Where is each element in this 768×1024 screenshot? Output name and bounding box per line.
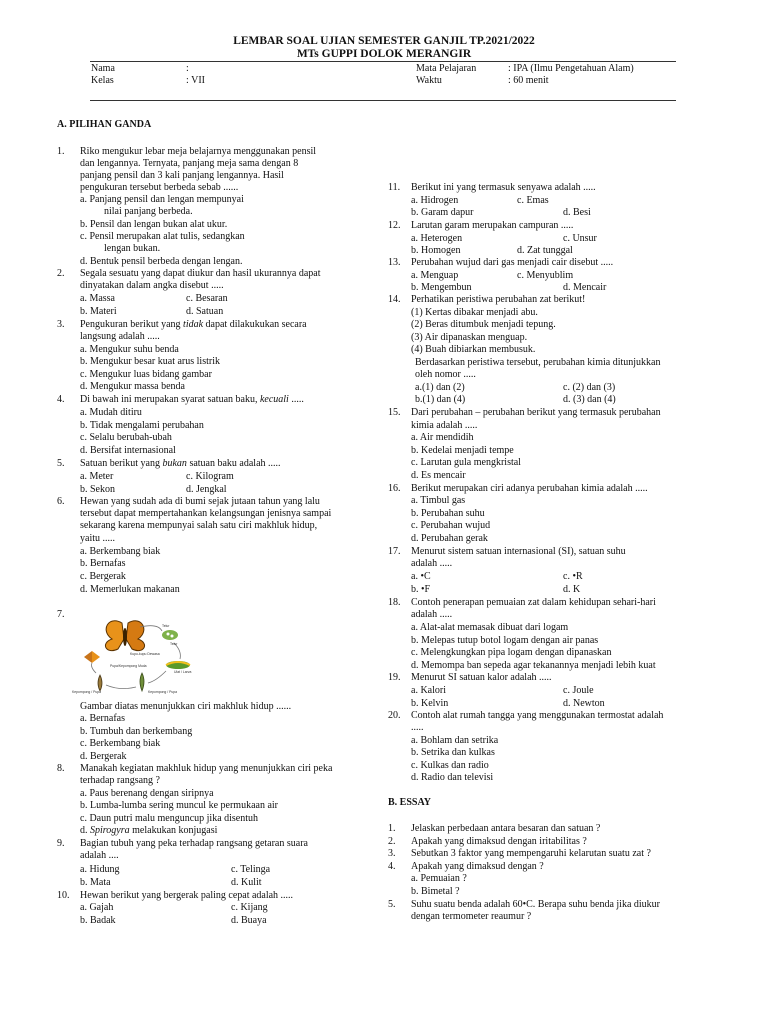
q2-option-d: d. Satuan — [186, 306, 224, 317]
q4-option-c: c. Selalu berubah-ubah — [80, 432, 172, 443]
q2-text: dinyatakan dalam angka disebut ..... — [80, 280, 224, 291]
q12-option-a: a. Heterogen — [411, 233, 463, 244]
q11-option-c: c. Emas — [517, 195, 549, 206]
essay-4-number: 4. — [388, 861, 396, 872]
q16-option-c: c. Perubahan wujud — [411, 520, 491, 531]
q17-text: Menurut sistem satuan internasional (SI), satuan suhu — [411, 546, 626, 557]
q20-option-c: c. Kulkas dan radio — [411, 760, 489, 771]
small-butterfly-icon — [84, 651, 100, 663]
q15-option-b: b. Kedelai menjadi tempe — [411, 445, 514, 456]
essay-5-text: dengan termometer reaumur ? — [411, 911, 532, 922]
waktu-value: : 60 menit — [508, 75, 549, 86]
q17-text: adalah ..... — [411, 558, 453, 569]
q5-option-c: c. Kilogram — [186, 471, 234, 482]
q4-number: 4. — [57, 394, 65, 405]
q8-option-b: b. Lumba-lumba sering muncul ke permukaan air — [80, 800, 278, 811]
q8-number: 8. — [57, 763, 65, 774]
q6-option-c: c. Bergerak — [80, 571, 126, 582]
q20-text: Contoh alat rumah tangga yang menggunakan termostat adalah — [411, 710, 664, 721]
q20-option-b: b. Setrika dan kulkas — [411, 747, 495, 758]
q17-option-b: b. •F — [411, 584, 431, 595]
q12-number: 12. — [388, 220, 401, 231]
essay-1-number: 1. — [388, 823, 396, 834]
q5-option-d: d. Jengkal — [186, 484, 227, 495]
q9-option-c: c. Telinga — [231, 864, 271, 875]
q4-option-d: d. Bersifat internasional — [80, 445, 176, 456]
q5-number: 5. — [57, 458, 65, 469]
q18-option-c: c. Melengkungkan pipa logam dengan dipanaskan — [411, 647, 612, 658]
q1-text: dan lengannya. Ternyata, panjang meja sama dengan 8 — [80, 158, 299, 169]
q6-number: 6. — [57, 496, 65, 507]
q15-option-d: d. Es mencair — [411, 470, 466, 481]
q13-text: Perubahan wujud dari gas menjadi cair disebut ..... — [411, 257, 614, 268]
q13-number: 13. — [388, 257, 401, 268]
q16-option-d: d. Perubahan gerak — [411, 533, 488, 544]
q19-option-a: a. Kalori — [411, 685, 446, 696]
cycle-arrow-icon — [106, 685, 136, 689]
cycle-arrow-icon — [148, 671, 166, 683]
q1-option-a: nilai panjang berbeda. — [104, 206, 193, 217]
q3-option-b: b. Mengukur besar kuat arus listrik — [80, 356, 220, 367]
q1-option-c: c. Pensil merupakan alat tulis, sedangkan — [80, 231, 245, 242]
q16-option-b: b. Perubahan suhu — [411, 508, 485, 519]
q10-option-d: d. Buaya — [231, 915, 267, 926]
q7-number: 7. — [57, 609, 65, 620]
q13-option-c: c. Menyublim — [517, 270, 574, 281]
q5-option-a: a. Meter — [80, 471, 114, 482]
q2-option-a: a. Massa — [80, 293, 115, 304]
q20-text: ..... — [411, 722, 424, 733]
q3-number: 3. — [57, 319, 65, 330]
q13-option-b: b. Mengembun — [411, 282, 472, 293]
q20-option-d: d. Radio dan televisi — [411, 772, 494, 783]
q16-text: Berikut merupakan ciri adanya perubahan kimia adalah ..... — [411, 483, 648, 494]
q2-option-c: c. Besaran — [186, 293, 228, 304]
essay-3-text: Sebutkan 3 faktor yang mempengaruhi kelarutan suatu zat ? — [411, 848, 651, 859]
kelas-value: : VII — [186, 75, 205, 86]
q11-number: 11. — [388, 182, 401, 193]
q20-option-a: a. Bohlam dan setrika — [411, 735, 499, 746]
q8-text: Manakah kegiatan makhluk hidup yang menunjukkan ciri peka — [80, 763, 333, 774]
q9-option-b: b. Mata — [80, 877, 111, 888]
q1-text: Riko mengukur lebar meja belajarnya menggunakan pensil — [80, 146, 317, 157]
q1-text: pengukuran tersebut berbeda sebab ...... — [80, 182, 239, 193]
q20-number: 20. — [388, 710, 401, 721]
q10-option-a: a. Gajah — [80, 902, 114, 913]
q6-option-b: b. Bernafas — [80, 558, 126, 569]
q18-number: 18. — [388, 597, 401, 608]
q8-option-a: a. Paus berenang dengan siripnya — [80, 788, 214, 799]
q15-number: 15. — [388, 407, 401, 418]
q4-option-a: a. Mudah ditiru — [80, 407, 142, 418]
q6-option-a: a. Berkembang biak — [80, 546, 161, 557]
q14-item: (4) Buah dibiarkan membusuk. — [411, 344, 536, 355]
waktu-label: Waktu — [416, 75, 442, 86]
q6-text: tersebut dapat mempertahankan kelangsungan jenisnya sampai — [80, 508, 332, 519]
q14-option-c: c. (2) dan (3) — [563, 382, 616, 393]
essay-2-text: Apakah yang dimaksud dengan iritabilitas ? — [411, 836, 587, 847]
q1-option-c: lengan bukan. — [104, 243, 161, 254]
q17-option-d: d. K — [563, 584, 581, 595]
q13-option-d: d. Mencair — [563, 282, 607, 293]
q19-option-d: d. Newton — [563, 698, 605, 709]
q18-option-d: d. Memompa ban sepeda agar tekanannya menjadi lebih kuat — [411, 660, 656, 671]
school-name: MTs GUPPI DOLOK MERANGIR — [296, 48, 472, 60]
q19-number: 19. — [388, 672, 401, 683]
chrysalis-icon — [140, 673, 144, 691]
essay-1-text: Jelaskan perbedaan antara besaran dan satuan ? — [411, 823, 601, 834]
essay-4-text: Apakah yang dimaksud dengan ? — [411, 861, 544, 872]
q10-text: Hewan berikut yang bergerak paling cepat adalah ..... — [80, 890, 294, 901]
essay-2-number: 2. — [388, 836, 396, 847]
q19-option-c: c. Joule — [563, 685, 594, 696]
q7-option-c: c. Berkembang biak — [80, 738, 161, 749]
nama-colon: : — [186, 63, 189, 74]
q6-text: sekarang karena mempunyai salah satu ciri makhluk hidup, — [80, 520, 318, 531]
q8-text: terhadap rangsang ? — [80, 775, 160, 786]
q2-text: Segala sesuatu yang dapat diukur dan hasil ukurannya dapat — [80, 268, 321, 279]
q14-option-d: d. (3) dan (4) — [563, 394, 616, 405]
figure-caption-label: Telur — [162, 624, 170, 628]
figure-caption-label: Kupu-kupu Dewasa — [130, 652, 160, 656]
q7-option-d: d. Bergerak — [80, 751, 127, 762]
q3-text: Pengukuran berikut yang tidak dapat dilakukukan secara — [80, 319, 307, 330]
q17-option-c: c. •R — [563, 571, 583, 582]
figure-caption-label: Pupa/Kepompong Muda — [110, 664, 147, 668]
q17-option-a: a. •C — [411, 571, 431, 582]
essay-5-number: 5. — [388, 899, 396, 910]
caterpillar-icon — [166, 661, 190, 669]
figure-caption-label: Ulat / Larva — [174, 670, 192, 674]
q6-text: yaitu ..... — [80, 533, 115, 544]
q7-option-b: b. Tumbuh dan berkembang — [80, 726, 193, 737]
q5-option-b: b. Sekon — [80, 484, 115, 495]
q2-option-b: b. Materi — [80, 306, 117, 317]
q3-option-c: c. Mengukur luas bidang gambar — [80, 369, 212, 380]
q14-item: (3) Air dipanaskan menguap. — [411, 332, 528, 343]
q6-text: Hewan yang sudah ada di bumi sejak jutaan tahun yang lalu — [80, 496, 320, 507]
q11-option-a: a. Hidrogen — [411, 195, 459, 206]
q4-text: Di bawah ini merupakan syarat satuan baku, kecuali ..... — [80, 394, 304, 405]
q12-text: Larutan garam merupakan campuran ..... — [411, 220, 574, 231]
figure-caption-label: Kepompong / Pupa — [72, 690, 102, 694]
q2-number: 2. — [57, 268, 65, 279]
q15-option-c: c. Larutan gula mengkristal — [411, 457, 521, 468]
q8-option-c: c. Daun putri malu menguncup jika disentuh — [80, 813, 259, 824]
q1-number: 1. — [57, 146, 65, 157]
q6-option-d: d. Memerlukan makanan — [80, 584, 180, 595]
essay-4-option-b: b. Bimetal ? — [411, 886, 460, 897]
q1-option-b: b. Pensil dan lengan bukan alat ukur. — [80, 219, 228, 230]
kelas-label: Kelas — [91, 75, 114, 86]
q10-option-b: b. Badak — [80, 915, 116, 926]
q18-option-a: a. Alat-alat memasak dibuat dari logam — [411, 622, 569, 633]
q1-text: panjang pensil dan 3 kali panjang lengannya. Hasil — [80, 170, 284, 181]
butterfly-life-cycle-figure — [70, 617, 200, 695]
q18-option-b: b. Melepas tutup botol logam dengan air panas — [411, 635, 599, 646]
q12-option-c: c. Unsur — [563, 233, 597, 244]
q19-text: Menurut SI satuan kalor adalah ..... — [411, 672, 552, 683]
q10-number: 10. — [57, 890, 70, 901]
q14-item: (1) Kertas dibakar menjadi abu. — [411, 307, 538, 318]
q14-text: Perhatikan peristiwa perubahan zat berikut! — [411, 294, 586, 305]
q11-text: Berikut ini yang termasuk senyawa adalah ..... — [411, 182, 596, 193]
q13-option-a: a. Menguap — [411, 270, 459, 281]
q9-number: 9. — [57, 838, 65, 849]
mapel-label: Mata Pelajaran — [416, 63, 477, 74]
q18-text: adalah ..... — [411, 609, 453, 620]
q9-option-a: a. Hidung — [80, 864, 120, 875]
nama-label: Nama — [91, 63, 115, 74]
figure-caption-label: Telur — [170, 642, 178, 646]
eggs-icon — [162, 630, 178, 640]
q16-number: 16. — [388, 483, 401, 494]
pupa-icon — [98, 675, 102, 691]
q9-text: Bagian tubuh yang peka terhadap rangsang getaran suara — [80, 838, 308, 849]
q14-number: 14. — [388, 294, 401, 305]
section-a-heading: A. PILIHAN GANDA — [57, 119, 152, 130]
q10-option-c: c. Kijang — [231, 902, 268, 913]
essay-5-text: Suhu suatu benda adalah 60•C. Berapa suhu benda jika diukur — [411, 899, 660, 910]
q14-text: oleh nomor ..... — [415, 369, 476, 380]
q12-option-b: b. Homogen — [411, 245, 461, 256]
mapel-value: : IPA (Ilmu Pengetahuan Alam) — [508, 63, 634, 74]
q3-option-a: a. Mengukur suhu benda — [80, 344, 179, 355]
q9-text: adalah .... — [80, 850, 119, 861]
q14-item: (2) Beras ditumbuk menjadi tepung. — [411, 319, 556, 330]
q11-option-b: b. Garam dapur — [411, 207, 474, 218]
q15-text: kimia adalah ..... — [411, 420, 478, 431]
q15-option-a: a. Air mendidih — [411, 432, 474, 443]
cycle-arrow-icon — [92, 663, 97, 673]
q14-option-b: b.(1) dan (4) — [415, 394, 466, 405]
q9-option-d: d. Kulit — [231, 877, 262, 888]
q14-option-a: a.(1) dan (2) — [415, 382, 465, 393]
q7-text: Gambar diatas menunjukkan ciri makhluk hidup ...... — [80, 701, 292, 712]
essay-4-option-a: a. Pemuaian ? — [411, 873, 467, 884]
q8-option-d: d. Spirogyra melakukan konjugasi — [80, 825, 218, 836]
essay-3-number: 3. — [388, 848, 396, 859]
q17-number: 17. — [388, 546, 401, 557]
q4-option-b: b. Tidak mengalami perubahan — [80, 420, 204, 431]
q5-text: Satuan berikut yang bukan satuan baku adalah ..... — [80, 458, 281, 469]
q19-option-b: b. Kelvin — [411, 698, 449, 709]
q15-text: Dari perubahan – perubahan berikut yang termasuk perubahan — [411, 407, 661, 418]
q1-option-d: d. Bentuk pensil berbeda dengan lengan. — [80, 256, 243, 267]
figure-caption-label: Kepompong / Pupa — [148, 690, 178, 694]
q11-option-d: d. Besi — [563, 207, 591, 218]
butterfly-icon — [105, 621, 144, 651]
header-divider-top — [90, 61, 676, 62]
q1-option-a: a. Panjang pensil dan lengan mempunyai — [80, 194, 244, 205]
q16-option-a: a. Timbul gas — [411, 495, 466, 506]
exam-title: LEMBAR SOAL UJIAN SEMESTER GANJIL TP.2021/2022 — [233, 35, 535, 47]
q3-text: langsung adalah ..... — [80, 331, 160, 342]
section-b-heading: B. ESSAY — [388, 797, 431, 808]
header-divider-bottom — [90, 100, 676, 101]
q3-option-d: d. Mengukur massa benda — [80, 381, 185, 392]
q12-option-d: d. Zat tunggal — [517, 245, 573, 256]
q18-text: Contoh penerapan pemuaian zat dalam kehidupan sehari-hari — [411, 597, 656, 608]
q14-text: Berdasarkan peristiwa tersebut, perubahan kimia ditunjukkan — [415, 357, 661, 368]
q7-option-a: a. Bernafas — [80, 713, 125, 724]
